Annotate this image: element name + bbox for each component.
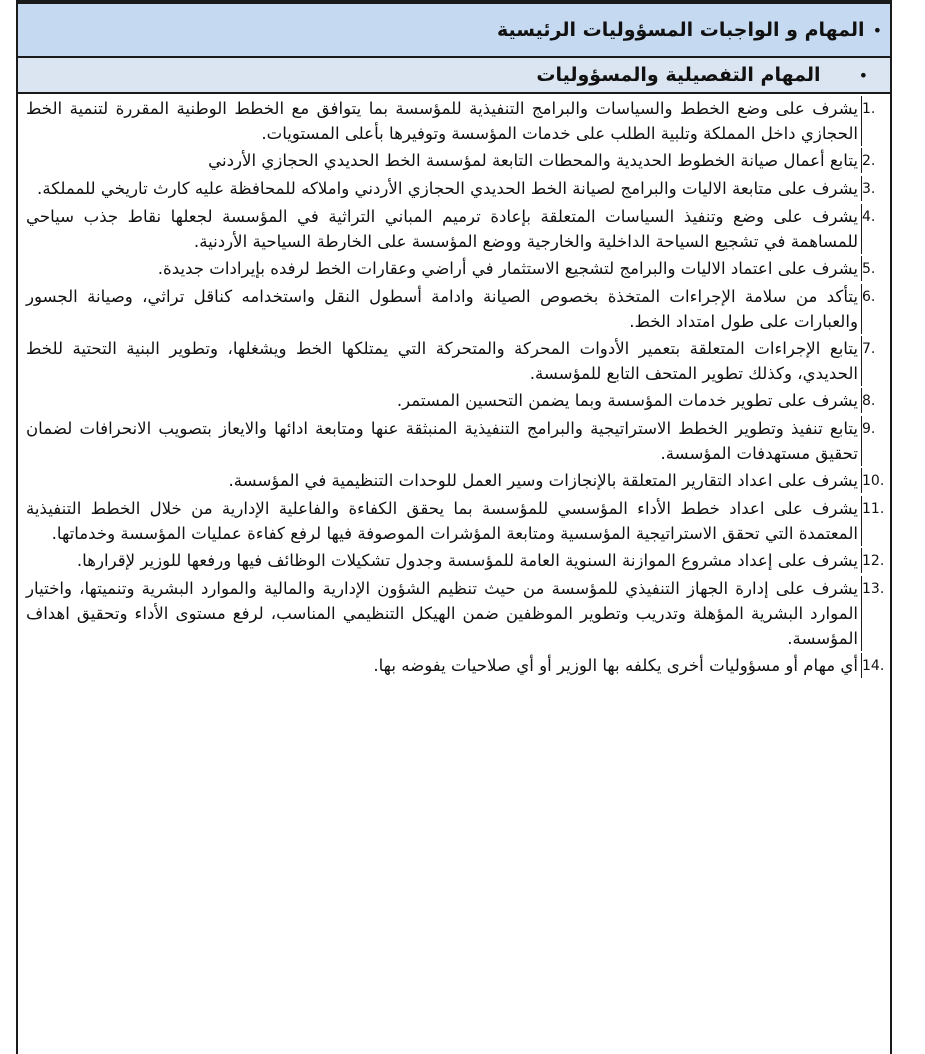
- item-text: يتابع تنفيذ وتطوير الخطط الاستراتيجية والبرامج التنفيذية المنبثقة عنها ومتابعة ادائها والايعاز بتصويب الانحرافات لضمان تحقيق مستهدفات المؤسسة.: [26, 416, 862, 466]
- list-item: [26, 468, 884, 494]
- item-number: 1.: [862, 101, 876, 117]
- list-item: [26, 148, 884, 174]
- item-text: يتابع الإجراءات المتعلقة بتعمير الأدوات المحركة والمتحركة التي يمتلكها الخط ويشغلها، وتطوير البنية التحتية للخط الحديدي، وكذلك تطوير المتحف التابع للمؤسسة.: [26, 336, 862, 386]
- item-text: يشرف على اعداد خطط الأداء المؤسسي للمؤسسة بما يحقق الكفاءة والفاعلية الإدارية من خلال الخطط التنفيذية المعتمدة التي تحقق الاستراتيجية المؤسسية ومتابعة المؤشرات الموصوفة فيها لرفع كفاءة عمليات المؤسسة وخدماتها.: [26, 496, 862, 546]
- item-number: 13.: [862, 581, 885, 597]
- list-item: [26, 176, 884, 202]
- list-item: [26, 204, 884, 254]
- item-text: يشرف على تطوير خدمات المؤسسة وبما يضمن التحسين المستمر.: [26, 388, 862, 413]
- item-text: يشرف على اعداد التقارير المتعلقة بالإنجازات وسير العمل للوحدات التنظيمية في المؤسسة.: [26, 468, 862, 493]
- item-number: 12.: [862, 553, 885, 569]
- list-item: [26, 653, 884, 679]
- item-number: 4.: [862, 209, 876, 225]
- section-header: [18, 4, 890, 58]
- bullet-icon: •: [872, 20, 882, 40]
- item-number: 5.: [862, 261, 876, 277]
- item-number: 2.: [862, 153, 876, 169]
- item-text: يشرف على إدارة الجهاز التنفيذي للمؤسسة من حيث تنظيم الشؤون الإدارية والمالية والموارد البشرية وتنميتها، واختيار الموارد البشرية المؤهلة وتدريب وتطوير الموظفين ضمن الهيكل التنظيمي المناسب، لرفع مستوى الأداء وتحقيق اهداف المؤسسة.: [26, 576, 862, 651]
- item-text: يتابع أعمال صيانة الخطوط الحديدية والمحطات التابعة لمؤسسة الخط الحديدي الحجازي الأردني: [26, 148, 862, 173]
- item-text: يشرف على اعتماد الاليات والبرامج لتشجيع الاستثمار في أراضي وعقارات الخط لرفده بإيرادات جديدة.: [26, 256, 862, 281]
- item-text: أي مهام أو مسؤوليات أخرى يكلفه بها الوزير أو أي صلاحيات يفوضه بها.: [26, 653, 862, 678]
- item-text: يشرف على متابعة الاليات والبرامج لصيانة الخط الحديدي الحجازي الأردني واملاكه للمحافظة عليه كارث تاريخي للمملكة.: [26, 176, 862, 201]
- list-item: [26, 576, 884, 651]
- duties-list: [26, 96, 884, 681]
- list-item: [26, 256, 884, 282]
- list-item: [26, 336, 884, 386]
- item-number: 8.: [862, 393, 876, 409]
- item-text: يتأكد من سلامة الإجراءات المتخذة بخصوص الصيانة وادامة أسطول النقل واستخدامه كناقل تراثي، وصيانة الجسور والعبارات على طول امتداد الخط.: [26, 284, 862, 334]
- item-number: 10.: [862, 473, 885, 489]
- bullet-icon: •: [858, 65, 868, 85]
- item-number: 11.: [862, 501, 885, 517]
- subsection-title: المهام التفصيلية والمسؤوليات: [536, 64, 821, 86]
- item-number: 3.: [862, 181, 876, 197]
- list-item: [26, 496, 884, 546]
- item-number: 14.: [862, 658, 885, 674]
- item-number: 7.: [862, 341, 876, 357]
- item-text: يشرف على وضع الخطط والسياسات والبرامج التنفيذية للمؤسسة بما يتوافق مع الخطط الوطنية المقررة لتنمية الخط الحجازي داخل المملكة وتلبية الطلب على خدمات المؤسسة وتوفيرها بأعلى المستويات.: [26, 96, 862, 146]
- section-title: المهام و الواجبات المسؤوليات الرئيسية: [497, 19, 865, 41]
- list-item: [26, 388, 884, 414]
- list-item: [26, 96, 884, 146]
- item-number: 9.: [862, 421, 876, 437]
- list-item: [26, 416, 884, 466]
- job-description-sheet: [16, 0, 892, 1054]
- item-text: يشرف على وضع وتنفيذ السياسات المتعلقة بإعادة ترميم المباني التراثية في المؤسسة لجعلها نقاط جذب سياحي للمساهمة في تشجيع السياحة الداخلية والخارجية ووضع المؤسسة على الخارطة السياحية الأردنية.: [26, 204, 862, 254]
- item-text: يشرف على إعداد مشروع الموازنة السنوية العامة للمؤسسة وجدول تشكيلات الوظائف فيها ورفعها للوزير لإقرارها.: [26, 548, 862, 573]
- subsection-header: [18, 58, 890, 94]
- list-item: [26, 284, 884, 334]
- item-number: 6.: [862, 289, 876, 305]
- list-item: [26, 548, 884, 574]
